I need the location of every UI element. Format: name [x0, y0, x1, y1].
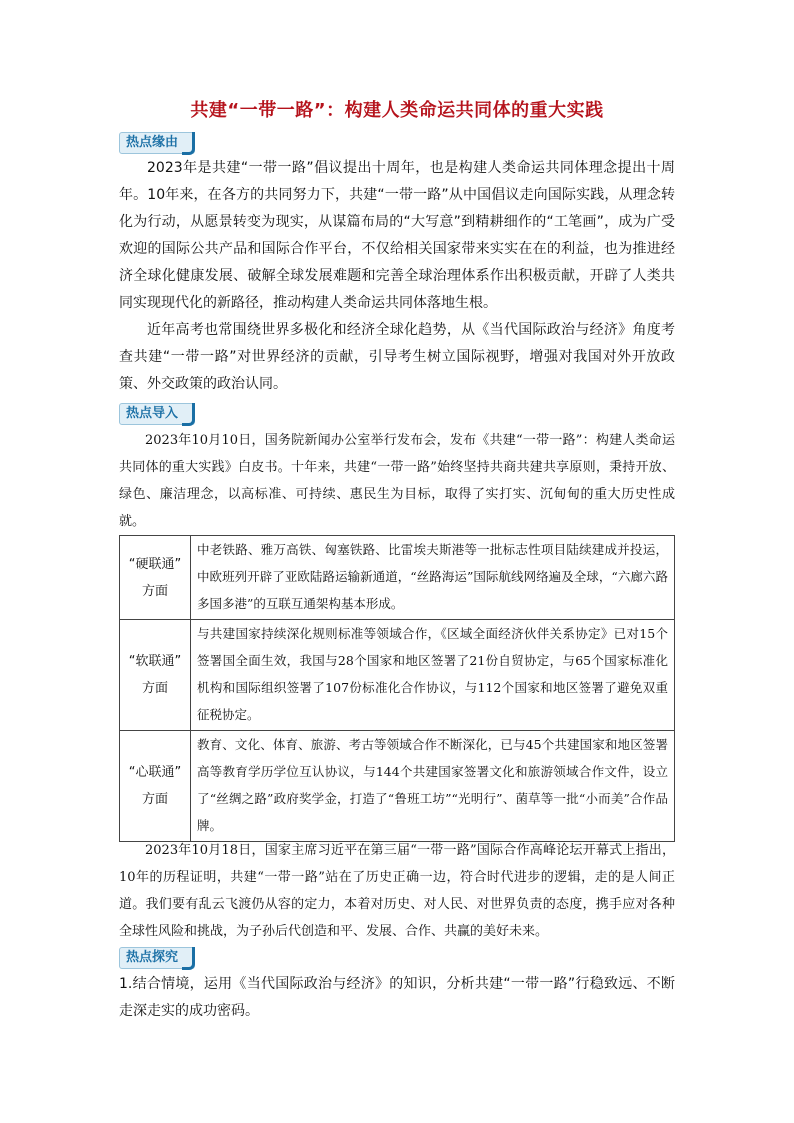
row-header-line: “软联通”: [128, 654, 182, 669]
section-header-explore: [119, 948, 195, 968]
table-row: [120, 536, 675, 620]
achievements-table: [119, 535, 675, 842]
row-body: 与共建国家持续深化规则标准等领域合作，《区域全面经济伙伴关系协定》已对15个签署国全面生效，我国与28个国家和地区签署了21份自贸协定，与65个国家标准化机构和国际组织签署了107份标准化合作协议，与112个国家和地区签署了避免双重征税协定。: [191, 620, 675, 731]
row-header-line: “硬联通”: [128, 556, 182, 572]
origin-paragraph-2: 近年高考也常围绕世界多极化和经济全球化趋势，从《当代国际政治与经济》角度考查共建“一带一路”对世界经济的贡献，引导考生树立国际视野，增强对我国对外开放政策、外交政策的政治认同。: [119, 322, 675, 392]
section-label: 热点缘由: [119, 132, 195, 154]
page-title: 共建“一带一路”：构建人类命运共同体的重大实践: [190, 100, 604, 121]
intro-paragraph: 2023年10月10日，国务院新闻办公室举行发布会，发布《共建“一带一路”：构建人类命运共同体的重大实践》白皮书。十年来，共建“一带一路”始终坚持共商共建共享原则，秉持开放、绿色、廉洁理念，以高标准、可持续、惠民生为目标，取得了实打实、沉甸甸的重大历史性成就。: [119, 433, 675, 529]
row-header-line: “心联通”: [128, 765, 182, 780]
table-row: [120, 620, 675, 731]
row-body: 中老铁路、雅万高铁、匈塞铁路、比雷埃夫斯港等一批标志性项目陆续建成并投运，中欧班列开辟了亚欧陆路运输新通道，“丝路海运”国际航线网络遍及全球，“六廊六路多国多港”的互联互通架构基本形成。: [191, 536, 675, 620]
row-header: [120, 536, 191, 620]
row-header-line: 方面: [141, 792, 168, 807]
table-row: [120, 731, 675, 842]
section-header-intro: [119, 404, 195, 424]
section-label: 热点导入: [119, 403, 195, 425]
section-label: 热点探究: [119, 947, 195, 969]
row-header-line: 方面: [141, 583, 168, 599]
origin-paragraph-1: 2023年是共建“一带一路”倡议提出十周年，也是构建人类命运共同体理念提出十周年。10年来，在各方的共同努力下，共建“一带一路”从中国倡议走向国际实践，从理念转化为行动，从愿景转变为现实，从谋篇布局的“大写意”到精耕细作的“工笔画”，成为广受欢迎的国际公共产品和国际合作平台，不仅给相关国家带来实实在在的利益，也为推进经济全球化健康发展、破解全球发展难题和完善全球治理体系作出积极贡献，开辟了人类共同实现现代化的新路径，推动构建人类命运共同体落地生根。: [119, 160, 675, 311]
row-header-line: 方面: [141, 681, 168, 696]
row-body: 教育、文化、体育、旅游、考古等领域合作不断深化，已与45个共建国家和地区签署高等教育学历学位互认协议，与144个共建国家签署文化和旅游领域合作文件，设立了“丝绸之路”政府奖学金，打造了“鲁班工坊”“光明行”、菌草等一批“小而美”合作品牌。: [191, 731, 675, 842]
question-1: 1.结合情境，运用《当代国际政治与经济》的知识，分析共建“一带一路”行稳致远、不断走深走实的成功密码。: [119, 976, 675, 1019]
row-header: [120, 731, 191, 842]
speech-paragraph: 2023年10月18日，国家主席习近平在第三届“一带一路”国际合作高峰论坛开幕式上指出，10年的历程证明，共建“一带一路”站在了历史正确一边，符合时代进步的逻辑，走的是人间正道。我们要有乱云飞渡仍从容的定力，本着对历史、对人民、对世界负责的态度，携手应对各种全球性风险和挑战，为子孙后代创造和平、发展、合作、共赢的美好未来。: [119, 843, 675, 939]
section-header-origin: [119, 133, 195, 153]
row-header: [120, 620, 191, 731]
